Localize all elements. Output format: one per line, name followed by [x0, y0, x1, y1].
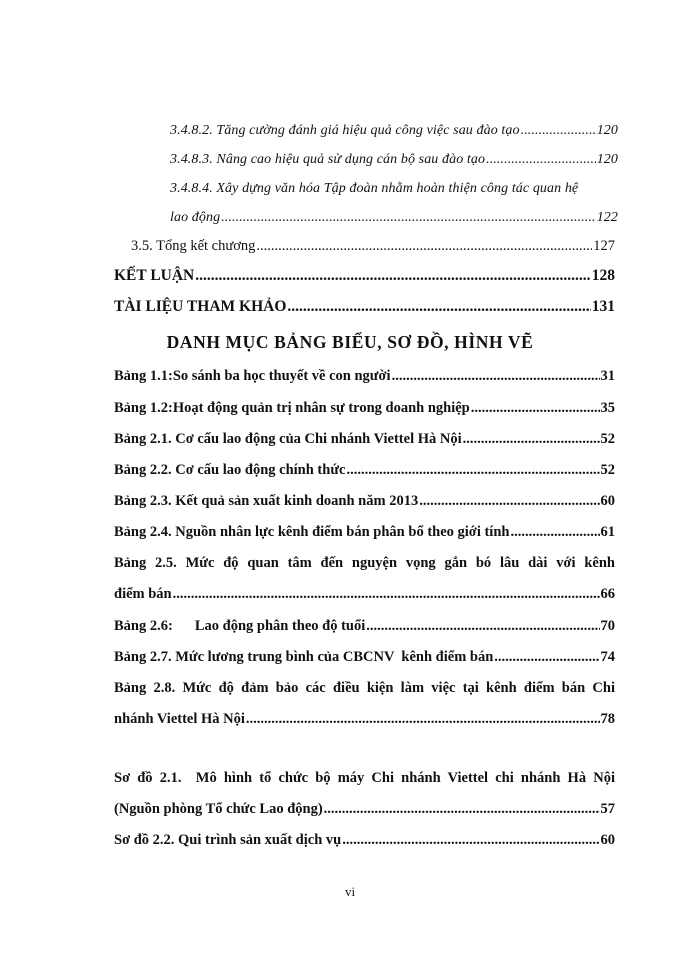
figure-entry-page: 57 — [600, 801, 615, 817]
figure-entry-so-do-2-1[interactable] — [114, 802, 615, 817]
figure-entry-text: Bảng 1.1:So sánh ba học thuyết về con người — [114, 368, 391, 384]
dot-leader — [173, 587, 600, 602]
toc-entry-text: 3.4.8.3. Nâng cao hiệu quả sử dụng cán bộ sau đào tạo — [170, 152, 486, 167]
dot-leader — [419, 494, 599, 509]
dot-leader — [392, 369, 600, 384]
toc-entry-3484-line1[interactable]: 3.4.8.4. Xây dựng văn hóa Tập đoàn nhằm hoàn thiện công tác quan hệ — [170, 181, 579, 196]
figure-entry-text: điểm bán — [114, 586, 172, 602]
dot-leader — [471, 401, 600, 416]
figure-entry-so-do-2-2[interactable] — [114, 833, 615, 848]
figure-entry-page: 78 — [600, 711, 615, 727]
figure-entry-page: 31 — [600, 368, 615, 384]
dot-leader — [256, 239, 592, 254]
toc-entry-page: 122 — [596, 210, 618, 225]
figure-entry-bang-2-8-line1[interactable]: Bảng 2.8. Mức độ đảm bảo các điều kiện làm việc tại kênh điểm bán Chi — [114, 680, 615, 696]
toc-entry-3483[interactable] — [170, 153, 618, 167]
toc-entry-text: TÀI LIỆU THAM KHẢO — [114, 298, 287, 315]
dot-leader — [195, 268, 591, 284]
figure-entry-bang-2-3[interactable] — [114, 494, 615, 509]
figure-entry-text: Bảng 2.4. Nguồn nhân lực kênh điểm bán phân bổ theo giới tính — [114, 524, 510, 540]
figure-entry-bang-2-4[interactable] — [114, 525, 615, 540]
figure-entry-bang-2-2[interactable] — [114, 463, 615, 478]
dot-leader — [287, 299, 590, 315]
figure-entry-bang-2-7[interactable] — [114, 650, 615, 665]
toc-entry-text: KẾT LUẬN — [114, 267, 195, 284]
toc-entry-3482[interactable] — [170, 124, 618, 138]
figure-entry-so-do-2-1-line1[interactable]: Sơ đồ 2.1. Mô hình tổ chức bộ máy Chi nhánh Viettel chi nhánh Hà Nội — [114, 770, 615, 786]
dot-leader — [494, 650, 599, 665]
dot-leader — [510, 525, 599, 540]
figure-entry-text: Lao động phân theo độ tuổi — [194, 618, 366, 634]
figure-entry-label: Bảng 2.6: — [114, 618, 173, 634]
toc-entry-page: 120 — [596, 123, 618, 138]
dot-leader — [346, 463, 599, 478]
figure-entry-text: Bảng 2.7. Mức lương trung bình của CBCNV kênh điểm bán — [114, 649, 494, 665]
figure-entry-text: Bảng 2.3. Kết quả sản xuất kinh doanh năm 2013 — [114, 493, 419, 509]
figure-entry-bang-2-8[interactable] — [114, 712, 615, 727]
dot-leader — [221, 211, 595, 225]
toc-entry-text: 3.4.8.2. Tăng cường đánh giá hiệu quả công việc sau đào tạo — [170, 123, 520, 138]
figure-entry-text: (Nguồn phòng Tổ chức Lao động) — [114, 801, 323, 817]
figure-entry-page: 52 — [600, 462, 615, 478]
figure-entry-page: 35 — [600, 400, 615, 416]
dot-leader — [342, 833, 599, 848]
figure-entry-text: Bảng 1.2:Hoạt động quản trị nhân sự trong doanh nghiệp — [114, 400, 470, 416]
figure-entry-page: 52 — [600, 431, 615, 447]
figure-entry-bang-2-6[interactable] — [114, 619, 615, 634]
toc-entry-page: 128 — [591, 267, 615, 284]
figure-entry-text: Bảng 2.1. Cơ cấu lao động của Chi nhánh Viettel Hà Nội — [114, 431, 462, 447]
figure-entry-page: 70 — [600, 618, 615, 634]
figure-entry-text: Bảng 2.2. Cơ cấu lao động chính thức — [114, 462, 346, 478]
dot-leader — [486, 153, 596, 167]
figure-entry-text: Sơ đồ 2.2. Qui trình sản xuất dịch vụ — [114, 832, 342, 848]
page-number: vi — [344, 884, 356, 899]
dot-leader — [366, 619, 599, 634]
figure-entry-page: 60 — [600, 493, 615, 509]
toc-entry-ket-luan[interactable] — [114, 268, 615, 284]
figure-entry-bang-1-2[interactable] — [114, 401, 615, 416]
toc-entry-page: 127 — [593, 238, 615, 254]
dot-leader — [324, 802, 600, 817]
toc-entry-page: 131 — [591, 298, 615, 315]
toc-entry-tai-lieu[interactable] — [114, 299, 615, 315]
list-of-figures-heading: DANH MỤC BẢNG BIỂU, SƠ ĐỒ, HÌNH VẼ — [166, 332, 534, 352]
toc-entry-page: 120 — [596, 152, 618, 167]
figure-entry-page: 60 — [600, 832, 615, 848]
toc-entry-35[interactable] — [131, 239, 615, 254]
figure-entry-bang-1-1[interactable] — [114, 369, 615, 384]
dot-leader — [521, 124, 596, 138]
dot-leader — [246, 712, 600, 727]
figure-entry-page: 66 — [600, 586, 615, 602]
toc-entry-3484[interactable] — [170, 211, 618, 225]
figure-entry-bang-2-5-line1[interactable]: Bảng 2.5. Mức độ quan tâm đến nguyện vọng gắn bó lâu dài với kênh — [114, 555, 615, 571]
dot-leader — [463, 432, 600, 447]
figure-entry-page: 61 — [600, 524, 615, 540]
figure-entry-bang-2-5[interactable] — [114, 587, 615, 602]
figure-entry-text: nhánh Viettel Hà Nội — [114, 711, 245, 727]
figure-entry-bang-2-1[interactable] — [114, 432, 615, 447]
toc-entry-text: lao động — [170, 210, 221, 225]
toc-entry-text: 3.5. Tổng kết chương — [131, 238, 256, 254]
figure-entry-page: 74 — [600, 649, 615, 665]
